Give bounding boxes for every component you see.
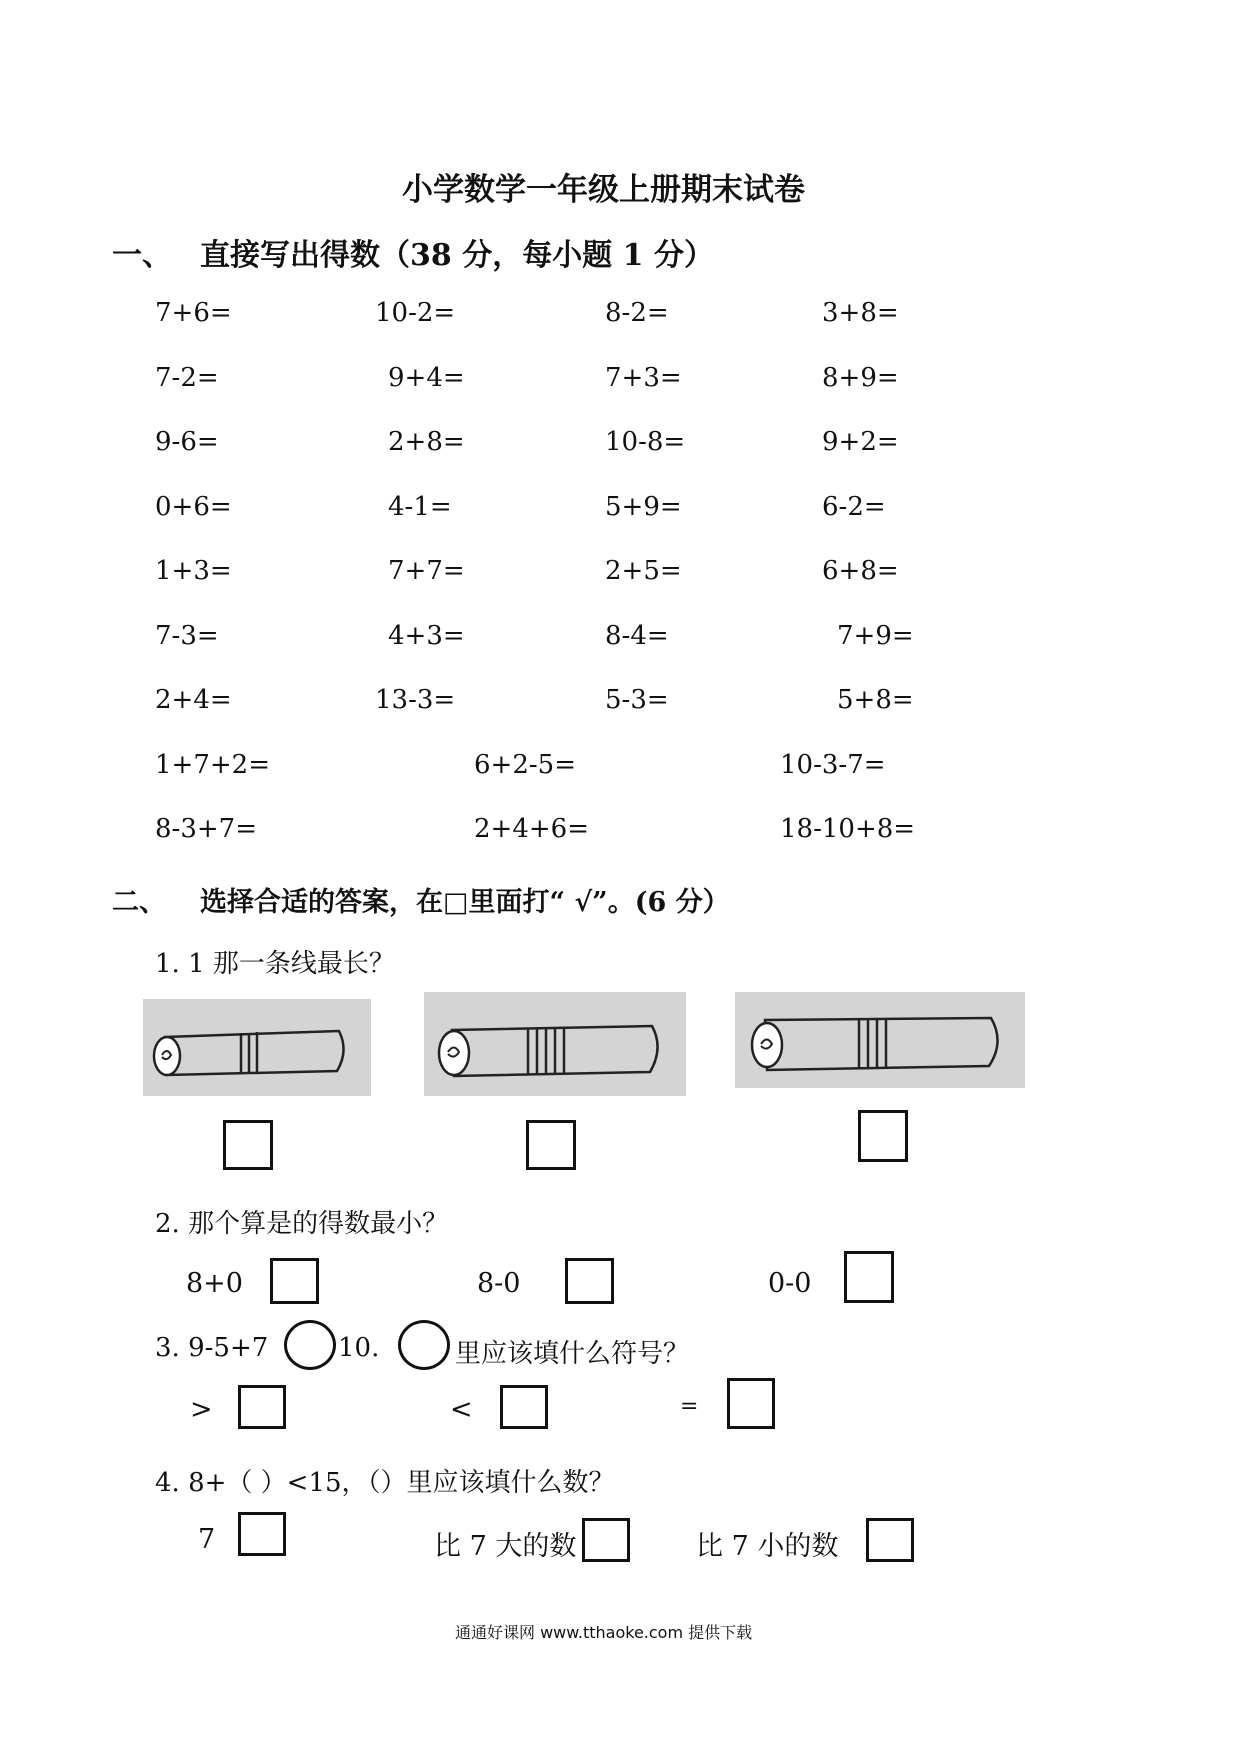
q3-option-label: = xyxy=(680,1394,699,1419)
q3-answer-box[interactable] xyxy=(500,1385,548,1429)
q3-option-label: < xyxy=(450,1394,473,1425)
eq: 8+9= xyxy=(822,363,899,393)
eq: 4-1= xyxy=(388,492,452,522)
q2-option-label: 8+0 xyxy=(186,1268,243,1299)
page-title: 小学数学一年级上册期末试卷 xyxy=(402,172,805,208)
eq: 13-3= xyxy=(375,685,456,715)
question-4: 4. 8+（ ）<15，（）里应该填什么数？ xyxy=(155,1468,615,1498)
question-3-prefix: 3. 9-5+7 xyxy=(155,1333,269,1363)
eq: 7+3= xyxy=(605,363,682,393)
q4-answer-box[interactable] xyxy=(238,1512,286,1556)
section1-heading: 直接写出得数（38 分，每小题 1 分） xyxy=(200,238,714,273)
q2-option-label: 8-0 xyxy=(477,1268,521,1299)
eq: 9+2= xyxy=(822,427,899,457)
eq: 4+3= xyxy=(388,621,465,651)
eq: 0+6= xyxy=(155,492,232,522)
eq: 7-2= xyxy=(155,363,219,393)
log-picture-short xyxy=(143,999,371,1096)
question-2: 2. 那个算是的得数最小？ xyxy=(155,1209,449,1239)
q2-answer-box[interactable] xyxy=(565,1258,614,1304)
question-1: 1. 1 那一条线最长？ xyxy=(155,949,395,979)
q2-answer-box[interactable] xyxy=(844,1251,894,1303)
eq: 6+2-5= xyxy=(474,750,576,780)
section2-heading: 选择合适的答案，在□里面打“ √”。(6 分） xyxy=(200,887,730,918)
question-3-suffix: 里应该填什么符号？ xyxy=(455,1339,690,1369)
q4-option-label: 比 7 大的数 xyxy=(434,1531,577,1562)
eq: 5+8= xyxy=(837,685,914,715)
q3-answer-box[interactable] xyxy=(238,1385,286,1429)
eq: 6+8= xyxy=(822,556,899,586)
eq: 10-8= xyxy=(605,427,686,457)
eq: 9-6= xyxy=(155,427,219,457)
q3-blank-circle[interactable] xyxy=(284,1320,336,1370)
eq: 7+9= xyxy=(837,621,914,651)
eq: 10-2= xyxy=(375,298,456,328)
eq: 8-4= xyxy=(605,621,669,651)
question-3-middle: 10. xyxy=(338,1333,380,1363)
eq: 2+5= xyxy=(605,556,682,586)
eq: 10-3-7= xyxy=(780,750,886,780)
eq: 9+4= xyxy=(388,363,465,393)
q2-option-label: 0-0 xyxy=(768,1268,812,1299)
eq: 1+3= xyxy=(155,556,232,586)
footer-source: 通通好课网 www.tthaoke.com 提供下载 xyxy=(455,1623,753,1642)
answer-box-log-short[interactable] xyxy=(223,1120,273,1170)
log-picture-long xyxy=(735,992,1025,1088)
eq: 2+4= xyxy=(155,685,232,715)
eq: 7-3= xyxy=(155,621,219,651)
answer-box-log-long[interactable] xyxy=(858,1110,908,1162)
eq: 1+7+2= xyxy=(155,750,270,780)
eq: 3+8= xyxy=(822,298,899,328)
eq: 7+6= xyxy=(155,298,232,328)
q4-option-label: 比 7 小的数 xyxy=(696,1531,839,1562)
eq: 8-3+7= xyxy=(155,814,257,844)
q3-blank-circle-ref xyxy=(398,1320,450,1370)
q3-answer-box[interactable] xyxy=(727,1378,775,1429)
section2-number: 二、 xyxy=(112,887,166,918)
eq: 8-2= xyxy=(605,298,669,328)
q4-answer-box[interactable] xyxy=(866,1518,914,1562)
q3-option-label: > xyxy=(190,1394,213,1425)
eq: 5+9= xyxy=(605,492,682,522)
q4-answer-box[interactable] xyxy=(582,1518,630,1562)
log-picture-medium xyxy=(424,992,686,1096)
eq: 18-10+8= xyxy=(780,814,916,844)
eq: 6-2= xyxy=(822,492,886,522)
eq: 2+4+6= xyxy=(474,814,589,844)
q2-answer-box[interactable] xyxy=(270,1258,319,1304)
eq: 2+8= xyxy=(388,427,465,457)
answer-box-log-medium[interactable] xyxy=(526,1120,576,1170)
q4-option-label: 7 xyxy=(198,1524,216,1555)
eq: 5-3= xyxy=(605,685,669,715)
eq: 7+7= xyxy=(388,556,465,586)
section1-number: 一、 xyxy=(112,238,172,273)
